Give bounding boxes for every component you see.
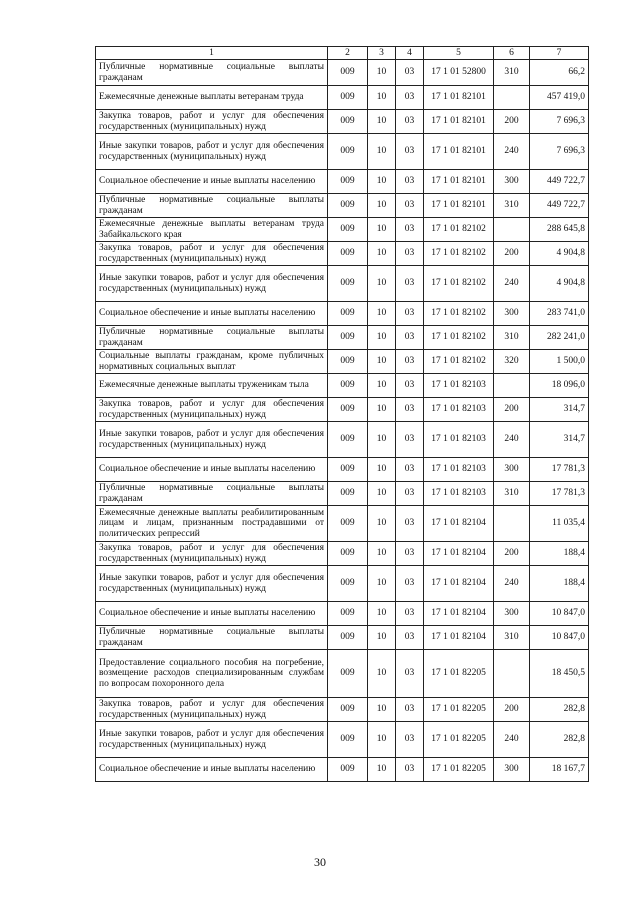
table-body xyxy=(96,60,589,782)
row-target-code: 17 1 01 82101 xyxy=(424,134,494,170)
table-row xyxy=(96,266,589,302)
row-expense-type xyxy=(494,374,530,398)
row-name: Предоставление социального пособия на погребение, возмещение расходов специализированным службам по вопросам похоронного дела xyxy=(96,650,328,698)
row-name: Публичные нормативные социальные выплаты гражданам xyxy=(96,194,328,218)
row-name: Закупка товаров, работ и услуг для обеспечения государственных (муниципальных) нужд xyxy=(96,110,328,134)
row-target-code: 17 1 01 82102 xyxy=(424,350,494,374)
row-code-3: 10 xyxy=(368,242,396,266)
table-row xyxy=(96,60,589,86)
row-name: Социальные выплаты гражданам, кроме публичных нормативных социальных выплат xyxy=(96,350,328,374)
row-name: Закупка товаров, работ и услуг для обеспечения государственных (муниципальных) нужд xyxy=(96,698,328,722)
table-row xyxy=(96,698,589,722)
row-amount: 1 500,0 xyxy=(530,350,589,374)
table-row xyxy=(96,482,589,506)
row-amount: 449 722,7 xyxy=(530,194,589,218)
table-row xyxy=(96,566,589,602)
row-expense-type: 200 xyxy=(494,110,530,134)
row-amount: 282,8 xyxy=(530,698,589,722)
row-name: Публичные нормативные социальные выплаты гражданам xyxy=(96,626,328,650)
row-code-4: 03 xyxy=(396,194,424,218)
row-name: Социальное обеспечение и иные выплаты населению xyxy=(96,758,328,782)
row-amount: 457 419,0 xyxy=(530,86,589,110)
row-expense-type: 300 xyxy=(494,758,530,782)
row-name: Ежемесячные денежные выплаты реабилитированным лицам и лицам, признанным пострадавшими от политических репрессий xyxy=(96,506,328,542)
row-code-2: 009 xyxy=(328,242,368,266)
row-code-3: 10 xyxy=(368,326,396,350)
row-amount: 449 722,7 xyxy=(530,170,589,194)
table-row xyxy=(96,542,589,566)
row-code-3: 10 xyxy=(368,218,396,242)
table-row xyxy=(96,422,589,458)
row-code-2: 009 xyxy=(328,398,368,422)
row-expense-type: 200 xyxy=(494,542,530,566)
row-expense-type xyxy=(494,218,530,242)
row-code-4: 03 xyxy=(396,566,424,602)
row-code-3: 10 xyxy=(368,626,396,650)
row-code-2: 009 xyxy=(328,266,368,302)
row-target-code: 17 1 01 82104 xyxy=(424,506,494,542)
row-amount: 11 035,4 xyxy=(530,506,589,542)
row-expense-type: 240 xyxy=(494,266,530,302)
row-name: Публичные нормативные социальные выплаты гражданам xyxy=(96,326,328,350)
row-code-2: 009 xyxy=(328,758,368,782)
table-row xyxy=(96,134,589,170)
table-row xyxy=(96,86,589,110)
row-code-3: 10 xyxy=(368,458,396,482)
row-code-2: 009 xyxy=(328,422,368,458)
row-code-3: 10 xyxy=(368,194,396,218)
row-code-4: 03 xyxy=(396,482,424,506)
row-expense-type: 300 xyxy=(494,302,530,326)
row-target-code: 17 1 01 82103 xyxy=(424,374,494,398)
row-target-code: 17 1 01 82101 xyxy=(424,194,494,218)
row-name: Закупка товаров, работ и услуг для обеспечения государственных (муниципальных) нужд xyxy=(96,542,328,566)
row-amount: 4 904,8 xyxy=(530,242,589,266)
row-code-3: 10 xyxy=(368,758,396,782)
row-amount: 188,4 xyxy=(530,566,589,602)
row-code-3: 10 xyxy=(368,350,396,374)
row-code-4: 03 xyxy=(396,242,424,266)
row-amount: 188,4 xyxy=(530,542,589,566)
row-amount: 282,8 xyxy=(530,722,589,758)
header-cell-4: 4 xyxy=(396,47,424,60)
row-code-3: 10 xyxy=(368,110,396,134)
row-expense-type: 310 xyxy=(494,482,530,506)
row-code-4: 03 xyxy=(396,302,424,326)
row-name: Социальное обеспечение и иные выплаты населению xyxy=(96,458,328,482)
row-amount: 17 781,3 xyxy=(530,458,589,482)
row-amount: 282 241,0 xyxy=(530,326,589,350)
row-name: Ежемесячные денежные выплаты ветеранам труда xyxy=(96,86,328,110)
row-code-3: 10 xyxy=(368,170,396,194)
row-target-code: 17 1 01 82102 xyxy=(424,302,494,326)
row-target-code: 17 1 01 82103 xyxy=(424,482,494,506)
row-expense-type: 200 xyxy=(494,698,530,722)
row-code-2: 009 xyxy=(328,506,368,542)
row-code-2: 009 xyxy=(328,302,368,326)
row-amount: 18 450,5 xyxy=(530,650,589,698)
table-row xyxy=(96,398,589,422)
row-code-2: 009 xyxy=(328,566,368,602)
table-row xyxy=(96,650,589,698)
page-number: 30 xyxy=(314,855,326,869)
header-cell-7: 7 xyxy=(530,47,589,60)
row-expense-type: 300 xyxy=(494,602,530,626)
table-row xyxy=(96,602,589,626)
row-amount: 314,7 xyxy=(530,398,589,422)
table-row xyxy=(96,626,589,650)
row-code-4: 03 xyxy=(396,60,424,86)
row-code-3: 10 xyxy=(368,482,396,506)
row-amount: 7 696,3 xyxy=(530,110,589,134)
row-target-code: 17 1 01 82205 xyxy=(424,722,494,758)
row-target-code: 17 1 01 82102 xyxy=(424,326,494,350)
row-code-3: 10 xyxy=(368,542,396,566)
header-row xyxy=(96,47,589,60)
row-name: Иные закупки товаров, работ и услуг для обеспечения государственных (муниципальных) нужд xyxy=(96,266,328,302)
header-cell-5: 5 xyxy=(424,47,494,60)
row-code-4: 03 xyxy=(396,170,424,194)
row-name: Закупка товаров, работ и услуг для обеспечения государственных (муниципальных) нужд xyxy=(96,242,328,266)
row-code-2: 009 xyxy=(328,134,368,170)
row-amount: 18 096,0 xyxy=(530,374,589,398)
row-name: Ежемесячные денежные выплаты труженикам тыла xyxy=(96,374,328,398)
row-expense-type: 310 xyxy=(494,194,530,218)
row-code-3: 10 xyxy=(368,134,396,170)
row-name: Иные закупки товаров, работ и услуг для обеспечения государственных (муниципальных) нужд xyxy=(96,566,328,602)
table-row xyxy=(96,326,589,350)
row-code-3: 10 xyxy=(368,650,396,698)
row-code-3: 10 xyxy=(368,698,396,722)
row-target-code: 17 1 01 82205 xyxy=(424,650,494,698)
table-row xyxy=(96,194,589,218)
row-amount: 66,2 xyxy=(530,60,589,86)
row-code-2: 009 xyxy=(328,110,368,134)
row-target-code: 17 1 01 82103 xyxy=(424,398,494,422)
table-row xyxy=(96,506,589,542)
row-code-3: 10 xyxy=(368,302,396,326)
row-code-4: 03 xyxy=(396,458,424,482)
row-target-code: 17 1 01 82103 xyxy=(424,458,494,482)
row-code-2: 009 xyxy=(328,60,368,86)
row-expense-type: 240 xyxy=(494,134,530,170)
row-code-3: 10 xyxy=(368,374,396,398)
row-expense-type: 200 xyxy=(494,242,530,266)
table-row xyxy=(96,110,589,134)
row-code-3: 10 xyxy=(368,266,396,302)
row-code-4: 03 xyxy=(396,602,424,626)
row-code-4: 03 xyxy=(396,398,424,422)
row-target-code: 17 1 01 82101 xyxy=(424,110,494,134)
row-code-4: 03 xyxy=(396,506,424,542)
row-amount: 10 847,0 xyxy=(530,626,589,650)
row-code-2: 009 xyxy=(328,218,368,242)
table-row xyxy=(96,242,589,266)
row-code-3: 10 xyxy=(368,86,396,110)
row-expense-type: 300 xyxy=(494,458,530,482)
row-code-4: 03 xyxy=(396,134,424,170)
budget-table xyxy=(95,46,589,782)
row-name: Закупка товаров, работ и услуг для обеспечения государственных (муниципальных) нужд xyxy=(96,398,328,422)
row-code-2: 009 xyxy=(328,650,368,698)
row-expense-type: 240 xyxy=(494,566,530,602)
row-code-2: 009 xyxy=(328,626,368,650)
row-code-3: 10 xyxy=(368,722,396,758)
row-expense-type: 200 xyxy=(494,398,530,422)
row-target-code: 17 1 01 82104 xyxy=(424,602,494,626)
row-target-code: 17 1 01 82103 xyxy=(424,422,494,458)
row-code-3: 10 xyxy=(368,60,396,86)
row-expense-type: 310 xyxy=(494,60,530,86)
row-expense-type: 310 xyxy=(494,326,530,350)
row-expense-type xyxy=(494,650,530,698)
row-code-3: 10 xyxy=(368,398,396,422)
row-code-4: 03 xyxy=(396,542,424,566)
row-code-4: 03 xyxy=(396,86,424,110)
row-target-code: 17 1 01 82104 xyxy=(424,626,494,650)
row-code-2: 009 xyxy=(328,722,368,758)
row-expense-type: 300 xyxy=(494,170,530,194)
row-code-2: 009 xyxy=(328,482,368,506)
table-row xyxy=(96,758,589,782)
row-name: Иные закупки товаров, работ и услуг для обеспечения государственных (муниципальных) нужд xyxy=(96,134,328,170)
row-code-2: 009 xyxy=(328,542,368,566)
table-row xyxy=(96,218,589,242)
row-name: Ежемесячные денежные выплаты ветеранам труда Забайкальского края xyxy=(96,218,328,242)
row-expense-type xyxy=(494,506,530,542)
row-target-code: 17 1 01 82101 xyxy=(424,86,494,110)
row-amount: 288 645,8 xyxy=(530,218,589,242)
header-cell-6: 6 xyxy=(494,47,530,60)
row-code-3: 10 xyxy=(368,602,396,626)
row-code-2: 009 xyxy=(328,170,368,194)
row-expense-type: 240 xyxy=(494,422,530,458)
row-amount: 7 696,3 xyxy=(530,134,589,170)
row-code-2: 009 xyxy=(328,350,368,374)
table-row xyxy=(96,170,589,194)
row-target-code: 17 1 01 82101 xyxy=(424,170,494,194)
row-code-2: 009 xyxy=(328,86,368,110)
row-expense-type: 310 xyxy=(494,626,530,650)
row-code-4: 03 xyxy=(396,722,424,758)
row-code-4: 03 xyxy=(396,698,424,722)
row-name: Иные закупки товаров, работ и услуг для обеспечения государственных (муниципальных) нужд xyxy=(96,422,328,458)
row-target-code: 17 1 01 82205 xyxy=(424,758,494,782)
row-code-4: 03 xyxy=(396,626,424,650)
row-code-4: 03 xyxy=(396,650,424,698)
row-target-code: 17 1 01 82104 xyxy=(424,542,494,566)
row-target-code: 17 1 01 82102 xyxy=(424,266,494,302)
row-expense-type: 240 xyxy=(494,722,530,758)
table-row xyxy=(96,302,589,326)
row-name: Социальное обеспечение и иные выплаты населению xyxy=(96,170,328,194)
row-expense-type: 320 xyxy=(494,350,530,374)
row-target-code: 17 1 01 82104 xyxy=(424,566,494,602)
table-row xyxy=(96,374,589,398)
row-amount: 4 904,8 xyxy=(530,266,589,302)
row-name: Социальное обеспечение и иные выплаты населению xyxy=(96,602,328,626)
row-code-4: 03 xyxy=(396,374,424,398)
header-cell-1: 1 xyxy=(96,47,328,60)
row-code-4: 03 xyxy=(396,350,424,374)
row-expense-type xyxy=(494,86,530,110)
row-target-code: 17 1 01 52800 xyxy=(424,60,494,86)
row-code-4: 03 xyxy=(396,218,424,242)
row-code-2: 009 xyxy=(328,194,368,218)
row-amount: 314,7 xyxy=(530,422,589,458)
row-code-4: 03 xyxy=(396,326,424,350)
row-name: Публичные нормативные социальные выплаты гражданам xyxy=(96,482,328,506)
row-amount: 18 167,7 xyxy=(530,758,589,782)
row-code-2: 009 xyxy=(328,326,368,350)
row-name: Публичные нормативные социальные выплаты гражданам xyxy=(96,60,328,86)
row-target-code: 17 1 01 82205 xyxy=(424,698,494,722)
row-code-4: 03 xyxy=(396,422,424,458)
row-code-2: 009 xyxy=(328,602,368,626)
row-amount: 17 781,3 xyxy=(530,482,589,506)
row-name: Социальное обеспечение и иные выплаты населению xyxy=(96,302,328,326)
row-amount: 283 741,0 xyxy=(530,302,589,326)
row-code-3: 10 xyxy=(368,506,396,542)
table-row xyxy=(96,458,589,482)
row-code-3: 10 xyxy=(368,422,396,458)
row-code-4: 03 xyxy=(396,758,424,782)
row-code-4: 03 xyxy=(396,110,424,134)
row-amount: 10 847,0 xyxy=(530,602,589,626)
header-cell-3: 3 xyxy=(368,47,396,60)
row-target-code: 17 1 01 82102 xyxy=(424,242,494,266)
row-target-code: 17 1 01 82102 xyxy=(424,218,494,242)
budget-table-container xyxy=(95,46,588,782)
row-code-3: 10 xyxy=(368,566,396,602)
row-code-4: 03 xyxy=(396,266,424,302)
header-cell-2: 2 xyxy=(328,47,368,60)
row-name: Иные закупки товаров, работ и услуг для обеспечения государственных (муниципальных) нужд xyxy=(96,722,328,758)
row-code-2: 009 xyxy=(328,374,368,398)
row-code-2: 009 xyxy=(328,458,368,482)
table-row xyxy=(96,350,589,374)
row-code-2: 009 xyxy=(328,698,368,722)
table-row xyxy=(96,722,589,758)
